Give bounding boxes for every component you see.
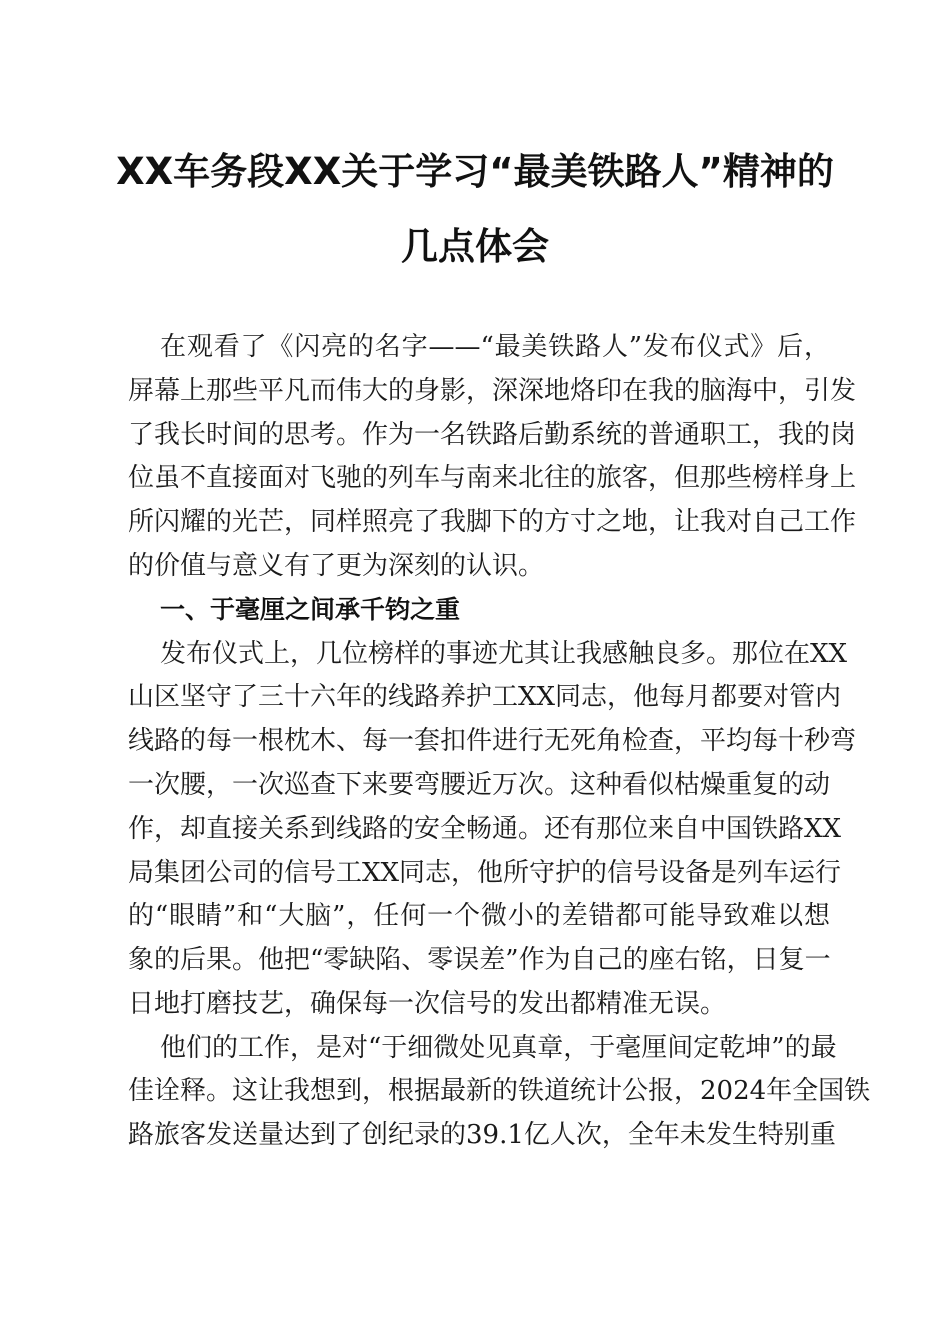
- paragraph-1-line-3: 了我长时间的思考。作为一名铁路后勤系统的普通职工，我的岗: [128, 420, 857, 450]
- paragraph-2-line-2: 山区坚守了三十六年的线路养护工XX同志，他每月都要对管内: [128, 682, 842, 712]
- paragraph-2-line-6: 局集团公司的信号工XX同志，他所守护的信号设备是列车运行: [128, 858, 842, 888]
- paragraph-3-line-1: 他们的工作，是对“于细微处见真章，于毫厘间定乾坤”的最: [160, 1033, 837, 1063]
- paragraph-2-line-3: 线路的每一根枕木、每一套扣件进行无死角检查，平均每十秒弯: [128, 726, 857, 756]
- paragraph-2-line-7: 的“眼睛”和“大脑”，任何一个微小的差错都可能导致难以想: [128, 901, 830, 931]
- document-title-line-1: XX车务段XX关于学习“最美铁路人”精神的: [116, 150, 834, 193]
- paragraph-1-line-6: 的价值与意义有了更为深刻的认识。: [128, 551, 545, 581]
- paragraph-1-line-5: 所闪耀的光芒，同样照亮了我脚下的方寸之地，让我对自己工作: [128, 507, 857, 537]
- paragraph-1-line-1: 在观看了《闪亮的名字——“最美铁路人”发布仪式》后，: [160, 332, 830, 362]
- paragraph-2-line-5: 作，却直接关系到线路的安全畅通。还有那位来自中国铁路XX: [128, 814, 842, 844]
- paragraph-1-line-2: 屏幕上那些平凡而伟大的身影，深深地烙印在我的脑海中，引发: [128, 376, 857, 406]
- paragraph-2-line-9: 日地打磨技艺，确保每一次信号的发出都精准无误。: [128, 989, 727, 1019]
- document-title-line-2: 几点体会: [401, 225, 549, 268]
- section-heading-1: 一、于毫厘之间承千钧之重: [160, 595, 461, 624]
- paragraph-2-line-8: 象的后果。他把“零缺陷、零误差”作为自己的座右铭，日复一: [128, 945, 831, 975]
- paragraph-3-line-3: 路旅客发送量达到了创纪录的39.1亿人次，全年未发生特别重: [128, 1120, 836, 1150]
- paragraph-2-line-1: 发布仪式上，几位榜样的事迹尤其让我感触良多。那位在XX: [160, 639, 848, 669]
- paragraph-3-line-2: 佳诠释。这让我想到，根据最新的铁道统计公报，2024年全国铁: [128, 1076, 871, 1106]
- paragraph-2-line-4: 一次腰，一次巡查下来要弯腰近万次。这种看似枯燥重复的动: [128, 770, 831, 800]
- paragraph-1-line-4: 位虽不直接面对飞驰的列车与南来北往的旅客，但那些榜样身上: [128, 463, 857, 493]
